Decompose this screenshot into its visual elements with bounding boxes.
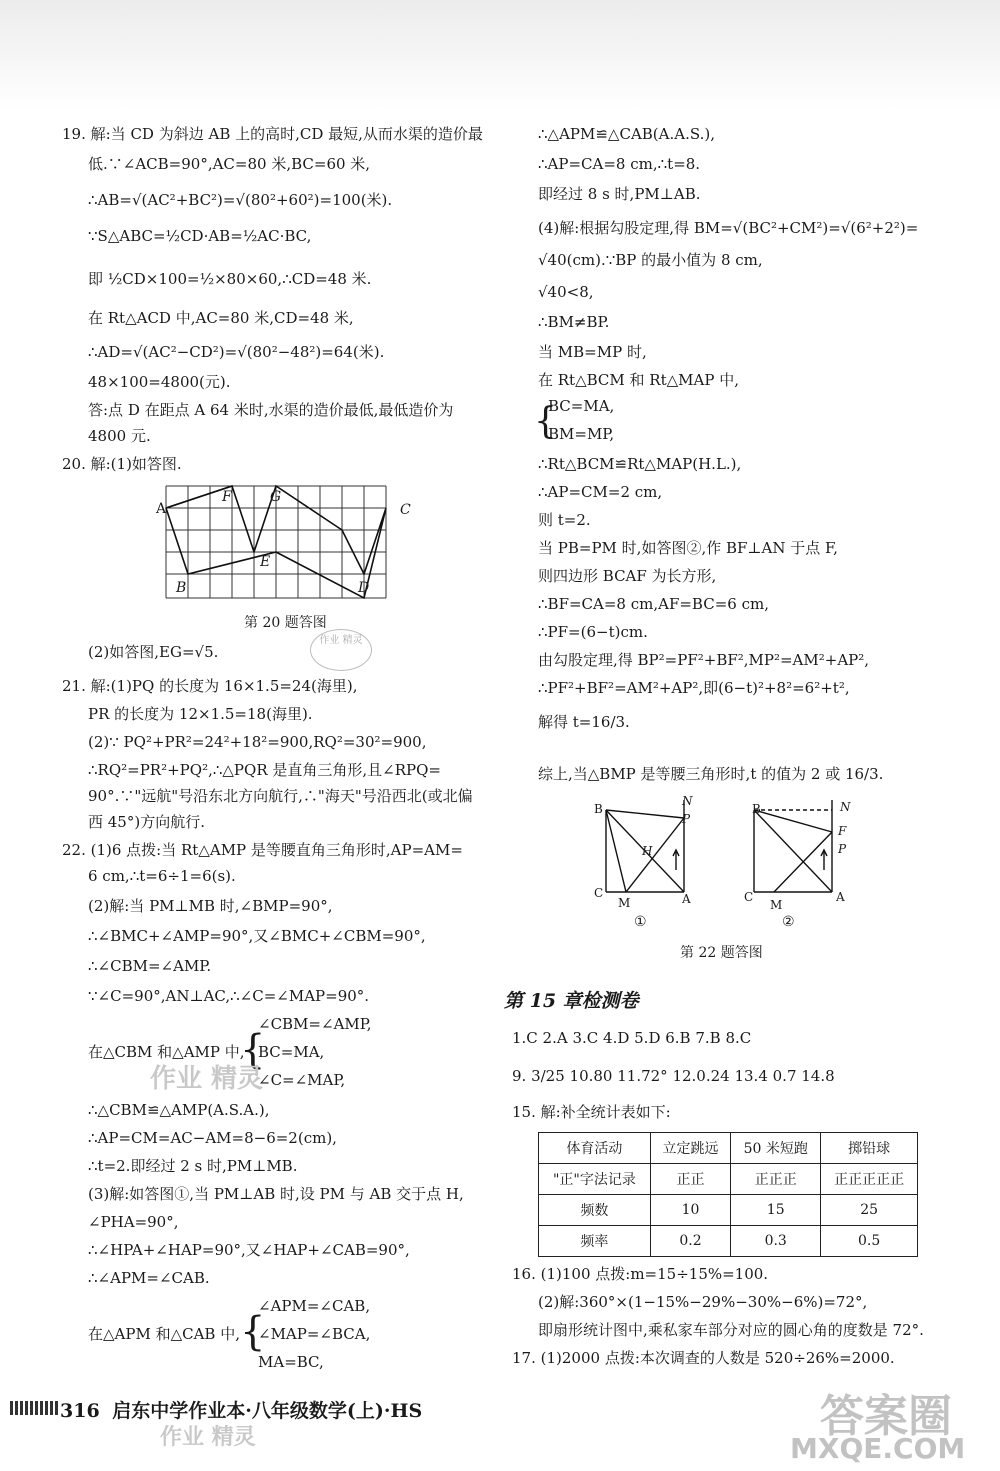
fig22-label: N bbox=[840, 800, 851, 814]
table-cell: 频率 bbox=[539, 1226, 651, 1257]
fig22-label: F bbox=[838, 824, 847, 838]
text-line: 综上,当△BMP 是等腰三角形时,t 的值为 2 或 16/3. bbox=[538, 765, 884, 783]
section-title: 第 15 章检测卷 bbox=[504, 990, 639, 1012]
table-cell: 0.3 bbox=[731, 1226, 821, 1257]
text-line: 解得 t=16/3. bbox=[538, 713, 630, 731]
fig22-label: N bbox=[682, 794, 693, 808]
system-prefix: 在△CBM 和△AMP 中, bbox=[88, 1043, 245, 1061]
text-line: ∴PF²+BF²=AM²+AP²,即(6−t)²+8²=6²+t², bbox=[538, 679, 850, 697]
fig20-label-b: B bbox=[176, 580, 187, 596]
table-cell: 频数 bbox=[539, 1195, 651, 1226]
text-line: PR 的长度为 12×1.5=18(海里). bbox=[88, 705, 313, 723]
text-line: 在 Rt△ACD 中,AC=80 米,CD=48 米, bbox=[88, 309, 354, 327]
table-header-cell: 立定跳远 bbox=[650, 1133, 730, 1164]
table-cell: 正正正正正 bbox=[821, 1164, 918, 1195]
text-line: 21. 解:(1)PQ 的长度为 16×1.5=24(海里), bbox=[62, 677, 358, 695]
watermark-stamp: 作业 精灵 bbox=[310, 629, 372, 671]
system-line: MA=BC, bbox=[258, 1353, 324, 1371]
book-title: 启东中学作业本·八年级数学(上)·HS bbox=[112, 1400, 423, 1422]
text-line: ∴AP=CM=AC−AM=8−6=2(cm), bbox=[88, 1129, 337, 1147]
page-number: 316 bbox=[60, 1400, 100, 1422]
text-line: 即扇形统计图中,乘私家车部分对应的圆心角的度数是 72°. bbox=[538, 1321, 924, 1339]
brace: { bbox=[240, 1309, 266, 1355]
text-line: 48×100=4800(元). bbox=[88, 373, 231, 391]
fig22-label: A bbox=[682, 892, 691, 906]
fig22-label: P bbox=[838, 842, 847, 856]
figure-22-diagrams bbox=[588, 796, 868, 936]
text-line: ∴△APM≌△CAB(A.A.S.), bbox=[538, 125, 715, 143]
text-line: ∴∠BMC+∠AMP=90°,又∠BMC+∠CBM=90°, bbox=[88, 927, 426, 945]
text-line: 15. 解:补全统计表如下: bbox=[512, 1103, 671, 1121]
text-line: 由勾股定理,得 BP²=PF²+BF²,MP²=AM²+AP², bbox=[538, 651, 870, 669]
text-line: 即经过 8 s 时,PM⊥AB. bbox=[538, 185, 701, 203]
watermark-url: MXQE.COM bbox=[790, 1432, 966, 1465]
table-cell: 10 bbox=[650, 1195, 730, 1226]
text-line: ∴AP=CA=8 cm,∴t=8. bbox=[538, 155, 701, 173]
text-line: ∠PHA=90°, bbox=[88, 1213, 179, 1231]
table-row bbox=[539, 1164, 918, 1195]
page-footer bbox=[60, 1396, 422, 1423]
text-line: ∴t=2.即经过 2 s 时,PM⊥MB. bbox=[88, 1157, 298, 1175]
text-line: (2)如答图,EG=√5. bbox=[88, 643, 219, 661]
text-line: 19. 解:当 CD 为斜边 AB 上的高时,CD 最短,从而水渠的造价最 bbox=[62, 125, 483, 143]
fig22-label: ② bbox=[782, 914, 795, 930]
fig20-label-c: C bbox=[400, 502, 411, 518]
table-row bbox=[539, 1195, 918, 1226]
fig22-label: H bbox=[642, 844, 653, 858]
system-line: ∠MAP=∠BCA, bbox=[258, 1325, 371, 1343]
system-line: ∠C=∠MAP, bbox=[258, 1071, 346, 1089]
text-line: 则 t=2. bbox=[538, 511, 591, 529]
fig22-label: C bbox=[594, 886, 604, 900]
system-line: ∠CBM=∠AMP, bbox=[258, 1015, 372, 1033]
brace: { bbox=[240, 1027, 266, 1073]
statistics-table bbox=[538, 1132, 918, 1257]
text-line: (3)解:如答图①,当 PM⊥AB 时,设 PM 与 AB 交于点 H, bbox=[88, 1185, 464, 1203]
table-cell: 正正 bbox=[650, 1164, 730, 1195]
text-line: ∴Rt△BCM≌Rt△MAP(H.L.), bbox=[538, 455, 742, 473]
table-cell: 25 bbox=[821, 1195, 918, 1226]
text-line: 即 ½CD×100=½×80×60,∴CD=48 米. bbox=[88, 270, 372, 288]
table-header-cell: 掷铅球 bbox=[821, 1133, 918, 1164]
text-line: (2)解:360°×(1−15%−29%−30%−6%)=72°, bbox=[538, 1293, 868, 1311]
answer-line: 1.C 2.A 3.C 4.D 5.D 6.B 7.B 8.C bbox=[512, 1029, 752, 1047]
text-line: 4800 元. bbox=[88, 427, 151, 445]
figure-20-grid bbox=[152, 482, 412, 602]
system-line: BC=MA, bbox=[258, 1043, 325, 1061]
text-line: 则四边形 BCAF 为长方形, bbox=[538, 567, 717, 585]
text-line: ∴RQ²=PR²+PQ²,∴△PQR 是直角三角形,且∠RPQ= bbox=[88, 761, 441, 779]
table-cell: 0.5 bbox=[821, 1226, 918, 1257]
fig20-label-e: E bbox=[260, 554, 271, 570]
fig22-label: M bbox=[618, 896, 631, 910]
text-line: ∴∠CBM=∠AMP. bbox=[88, 957, 212, 975]
text-line: 当 PB=PM 时,如答图②,作 BF⊥AN 于点 F, bbox=[538, 539, 838, 557]
text-line: ∴BF=CA=8 cm,AF=BC=6 cm, bbox=[538, 595, 769, 613]
text-line: 西 45°)方向航行. bbox=[88, 813, 205, 831]
text-line: ∴PF=(6−t)cm. bbox=[538, 623, 648, 641]
fig22-label: B bbox=[594, 802, 603, 816]
text-line: ∴AP=CM=2 cm, bbox=[538, 483, 663, 501]
figure-20-caption: 第 20 题答图 bbox=[244, 615, 327, 631]
system-line: ∠APM=∠CAB, bbox=[258, 1297, 371, 1315]
answer-line: 9. 3/25 10.80 11.72° 12.0.24 13.4 0.7 14.8 bbox=[512, 1067, 835, 1085]
text-line: √40(cm).∵BP 的最小值为 8 cm, bbox=[538, 251, 763, 269]
table-header-row bbox=[539, 1133, 918, 1164]
fig22-label: P bbox=[682, 812, 691, 826]
text-line: 90°.∵"远航"号沿东北方向航行,∴"海天"号沿西北(或北偏 bbox=[88, 787, 473, 805]
text-line: 17. (1)2000 点拨:本次调查的人数是 520÷26%=2000. bbox=[512, 1349, 895, 1367]
text-line: (4)解:根据勾股定理,得 BM=√(BC²+CM²)=√(6²+2²)= bbox=[538, 219, 919, 237]
text-line: 6 cm,∴t=6÷1=6(s). bbox=[88, 867, 236, 885]
table-cell: 0.2 bbox=[650, 1226, 730, 1257]
fig20-label-g: G bbox=[270, 489, 282, 505]
system-line: BM=MP, bbox=[548, 425, 615, 443]
text-line: 低.∵∠ACB=90°,AC=80 米,BC=60 米, bbox=[88, 155, 371, 173]
text-line: ∴∠HPA+∠HAP=90°,又∠HAP+∠CAB=90°, bbox=[88, 1241, 410, 1259]
text-line: 在 Rt△BCM 和 Rt△MAP 中, bbox=[538, 371, 739, 389]
text-line: ∴∠APM=∠CAB. bbox=[88, 1269, 210, 1287]
page-top-shade bbox=[0, 0, 1000, 110]
fig20-label-d: D bbox=[358, 580, 370, 596]
fig20-label-a: A bbox=[156, 501, 167, 517]
text-line: 20. 解:(1)如答图. bbox=[62, 455, 182, 473]
watermark-brand: 答案圈 bbox=[820, 1391, 952, 1442]
text-line: ∴△CBM≌△AMP(A.S.A.), bbox=[88, 1101, 270, 1119]
fig22-label: A bbox=[836, 890, 845, 904]
fig22-label: B bbox=[752, 802, 761, 816]
fig22-label: ① bbox=[634, 914, 647, 930]
fig22-label: M bbox=[770, 898, 783, 912]
system-line: BC=MA, bbox=[548, 397, 615, 415]
figure-22-caption: 第 22 题答图 bbox=[680, 945, 763, 961]
table-cell: "正"字法记录 bbox=[539, 1164, 651, 1195]
system-prefix: 在△APM 和△CAB 中, bbox=[88, 1325, 240, 1343]
text-line: ∴AB=√(AC²+BC²)=√(80²+60²)=100(米). bbox=[88, 191, 393, 209]
table-header-cell: 50 米短跑 bbox=[731, 1133, 821, 1164]
text-line: 22. (1)6 点拨:当 Rt△AMP 是等腰直角三角形时,AP=AM= bbox=[62, 841, 463, 859]
table-row bbox=[539, 1226, 918, 1257]
footer-decoration bbox=[10, 1401, 60, 1415]
text-line: ∴BM≠BP. bbox=[538, 313, 610, 331]
text-line: (2)∵ PQ²+PR²=24²+18²=900,RQ²=30²=900, bbox=[88, 733, 427, 751]
fig20-label-f: F bbox=[222, 489, 232, 505]
text-line: (2)解:当 PM⊥MB 时,∠BMP=90°, bbox=[88, 897, 333, 915]
table-cell: 15 bbox=[731, 1195, 821, 1226]
text-line: 当 MB=MP 时, bbox=[538, 343, 647, 361]
text-line: ∴AD=√(AC²−CD²)=√(80²−48²)=64(米). bbox=[88, 343, 385, 361]
watermark-faint-footer: 作业 精灵 bbox=[160, 1424, 256, 1450]
table-cell: 正正正 bbox=[731, 1164, 821, 1195]
table-header-cell: 体育活动 bbox=[539, 1133, 651, 1164]
text-line: ∵∠C=90°,AN⊥AC,∴∠C=∠MAP=90°. bbox=[88, 987, 370, 1005]
fig22-label: C bbox=[744, 890, 754, 904]
text-line: √40<8, bbox=[538, 283, 594, 301]
text-line: 16. (1)100 点拨:m=15÷15%=100. bbox=[512, 1265, 769, 1283]
text-line: 答:点 D 在距点 A 64 米时,水渠的造价最低,最低造价为 bbox=[88, 401, 454, 419]
watermark-faint: 作业 精灵 bbox=[150, 1064, 264, 1094]
brace: { bbox=[534, 401, 557, 442]
text-line: ∵S△ABC=½CD·AB=½AC·BC, bbox=[88, 227, 312, 245]
